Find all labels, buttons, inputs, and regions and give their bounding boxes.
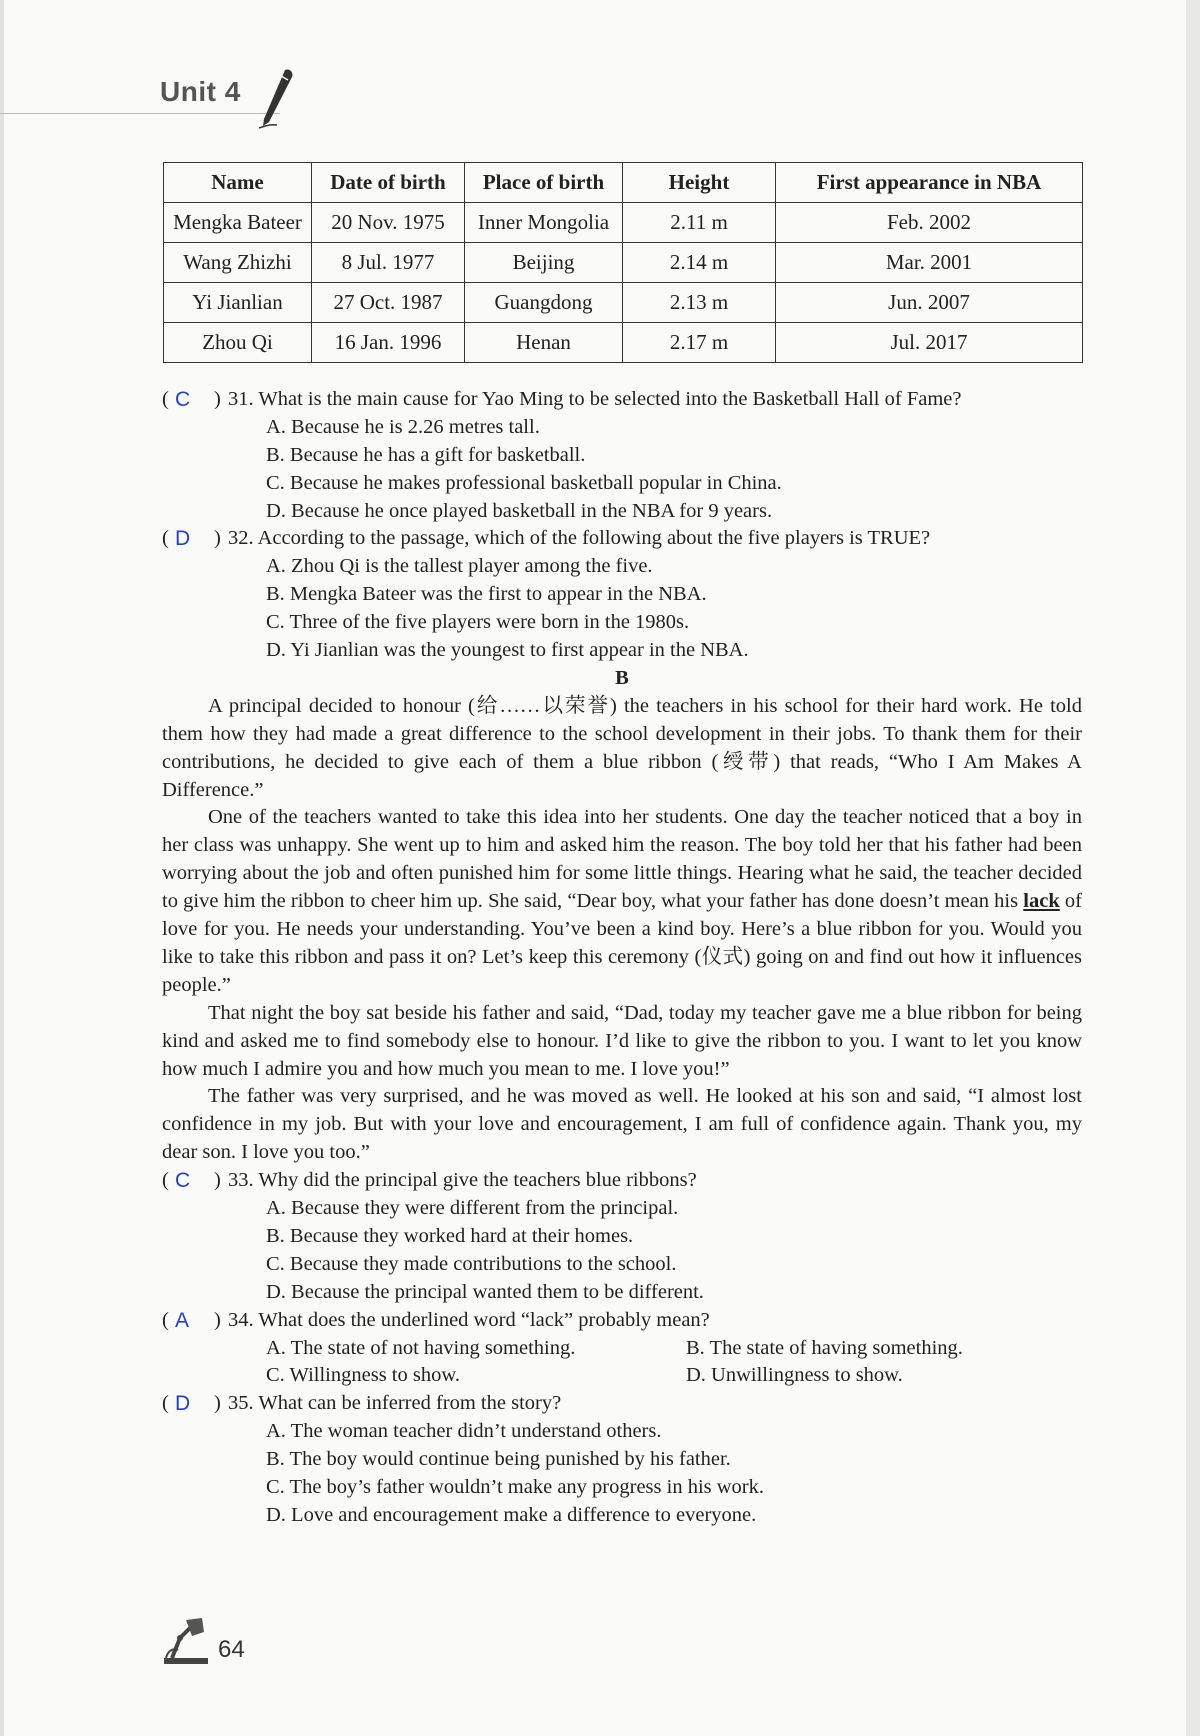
option: D. Because he once played basketball in the NBA for 9 years. [266, 499, 773, 522]
option: B. The state of having something. [686, 1336, 963, 1359]
option: B. Because they worked hard at their homes. [266, 1224, 634, 1247]
table-cell: Feb. 2002 [776, 203, 1083, 243]
option-row [162, 1362, 1082, 1390]
passage-text: One of the teachers wanted to take this idea into her students. One day the teacher noticed that a boy in her class was unhappy. She went up to him and asked him the reason. The boy told her that his father had been worrying about the job and often punished him for some little things. Hearing what he said, the teacher decided to give him the ribbon to cheer him up. She said, “Dear boy, what your father has done doesn’t mean his [162, 806, 1082, 913]
section-label: B [615, 666, 629, 689]
option: C. The boy’s father wouldn’t make any progress in his work. [266, 1476, 764, 1498]
table-header-row [164, 163, 1083, 203]
table-cell: 2.11 m [623, 203, 776, 243]
paren-close: ) [214, 388, 221, 410]
option: A. Because he is 2.26 metres tall. [266, 415, 540, 438]
paren-open: ( [162, 527, 169, 550]
question-32 [162, 525, 1082, 553]
option: C. Because they made contributions to the school. [266, 1252, 677, 1275]
table-header-cell: Place of birth [465, 163, 623, 203]
passage-paragraph: That night the boy sat beside his father and said, “Dad, today my teacher gave me a blue ribbon for being kind and asked me to find somebody else to honour. I’d like to give the ribbon to you. I want to let you know how much I admire you and how much you mean to me. I love you!” [162, 1001, 1082, 1080]
passage-paragraph: The father was very surprised, and he was moved as well. He looked at his son and said, “I almost lost confidence in my job. But with your love and encouragement, I am full of confidence again. Thank you, my dear son. I love you too.” [162, 1085, 1082, 1164]
table-cell: 27 Oct. 1987 [312, 283, 465, 323]
underlined-word: lack [1023, 890, 1060, 913]
table-header-cell: Height [623, 163, 776, 203]
paren-close: ) [214, 1392, 221, 1415]
option: C. Three of the five players were born in the 1980s. [266, 611, 690, 634]
table-cell: Beijing [465, 243, 623, 283]
question-stem: 32. According to the passage, which of the following about the five players is TRUE? [228, 527, 931, 550]
desk-lamp-icon [160, 1614, 212, 1666]
unit-title: Unit 4 [160, 76, 241, 107]
question-34 [162, 1307, 1082, 1335]
option: D. Yi Jianlian was the youngest to first appear in the NBA. [266, 639, 749, 662]
option: D. Love and encouragement make a difference to everyone. [266, 1503, 757, 1526]
page-number: 64 [218, 1636, 245, 1663]
table-row [164, 243, 1083, 283]
table-cell: Mengka Bateer [164, 203, 312, 243]
table-cell: Mar. 2001 [776, 243, 1083, 283]
nba-players-table [163, 162, 1083, 363]
passage-paragraph: A principal decided to honour (给……以荣誉) the teachers in his school for their hard work. He told them how they had made a great difference to the school development in their jobs. To thank them for their contributions, he decided to give each of them a blue ribbon (绶带) that reads, “Who I Am Makes A Difference.” [162, 694, 1082, 801]
question-stem: 34. What does the underlined word “lack” probably mean? [228, 1308, 710, 1331]
question-stem: 35. What can be inferred from the story? [228, 1392, 562, 1415]
table-cell: Zhou Qi [164, 323, 312, 363]
question-31 [162, 386, 1082, 414]
table-cell: Yi Jianlian [164, 283, 312, 323]
question-stem: 31. What is the main cause for Yao Ming to be selected into the Basketball Hall of Fame? [228, 388, 962, 410]
header-rule [0, 113, 280, 114]
table-cell: 16 Jan. 1996 [312, 323, 465, 363]
table-cell: Jun. 2007 [776, 283, 1083, 323]
option: C. Because he makes professional basketball popular in China. [266, 471, 782, 494]
option: A. Zhou Qi is the tallest player among the five. [266, 555, 653, 578]
option: D. Unwillingness to show. [686, 1364, 903, 1387]
paren-close: ) [214, 1169, 221, 1192]
answer-handwritten: C [175, 1169, 191, 1193]
question-stem: 33. Why did the principal give the teachers blue ribbons? [228, 1169, 697, 1192]
question-33 [162, 1167, 1082, 1195]
option: A. The state of not having something. [266, 1336, 576, 1359]
table-cell: Wang Zhizhi [164, 243, 312, 283]
table-row [164, 323, 1083, 363]
table-cell: 2.14 m [623, 243, 776, 283]
option: B. Because he has a gift for basketball. [266, 443, 586, 466]
passage-paragraph [162, 804, 1082, 999]
exercise-content [162, 386, 1082, 1530]
table-header-cell: Name [164, 163, 312, 203]
paren-open: ( [162, 388, 169, 410]
paren-close: ) [214, 1308, 221, 1331]
table-cell: Jul. 2017 [776, 323, 1083, 363]
option: D. Because the principal wanted them to be different. [266, 1280, 704, 1303]
table-header-cell: First appearance in NBA [776, 163, 1083, 203]
table-row [164, 283, 1083, 323]
table-cell: Inner Mongolia [465, 203, 623, 243]
paren-open: ( [162, 1169, 169, 1192]
page-left-edge [0, 0, 4, 1736]
table-cell: Guangdong [465, 283, 623, 323]
paren-open: ( [162, 1392, 169, 1415]
passage-text: of love for you. He needs your understanding. You’ve been a kind boy. Here’s a blue ribbon for you. Would you like to take this ribbon and pass it on? Let’s keep this ceremony (仪式) going on and find out how it influences people.” [162, 890, 1082, 996]
page-right-edge [1186, 0, 1200, 1736]
answer-handwritten: D [175, 527, 191, 551]
option: B. Mengka Bateer was the first to appear in the NBA. [266, 583, 707, 606]
table-cell: 20 Nov. 1975 [312, 203, 465, 243]
question-35 [162, 1390, 1082, 1418]
answer-handwritten: C [175, 388, 191, 411]
option: A. The woman teacher didn’t understand others. [266, 1420, 662, 1443]
option: C. Willingness to show. [266, 1364, 460, 1387]
pencil-icon [255, 68, 295, 130]
option: A. Because they were different from the principal. [266, 1197, 679, 1220]
answer-handwritten: D [175, 1392, 191, 1416]
paren-close: ) [214, 527, 221, 550]
option: B. The boy would continue being punished by his father. [266, 1448, 731, 1471]
table-row [164, 203, 1083, 243]
table-cell: 2.13 m [623, 283, 776, 323]
table-cell: 2.17 m [623, 323, 776, 363]
answer-handwritten: A [175, 1308, 190, 1332]
table-cell: 8 Jul. 1977 [312, 243, 465, 283]
table-header-cell: Date of birth [312, 163, 465, 203]
table-cell: Henan [465, 323, 623, 363]
option-row [162, 1335, 1082, 1363]
paren-open: ( [162, 1308, 169, 1331]
